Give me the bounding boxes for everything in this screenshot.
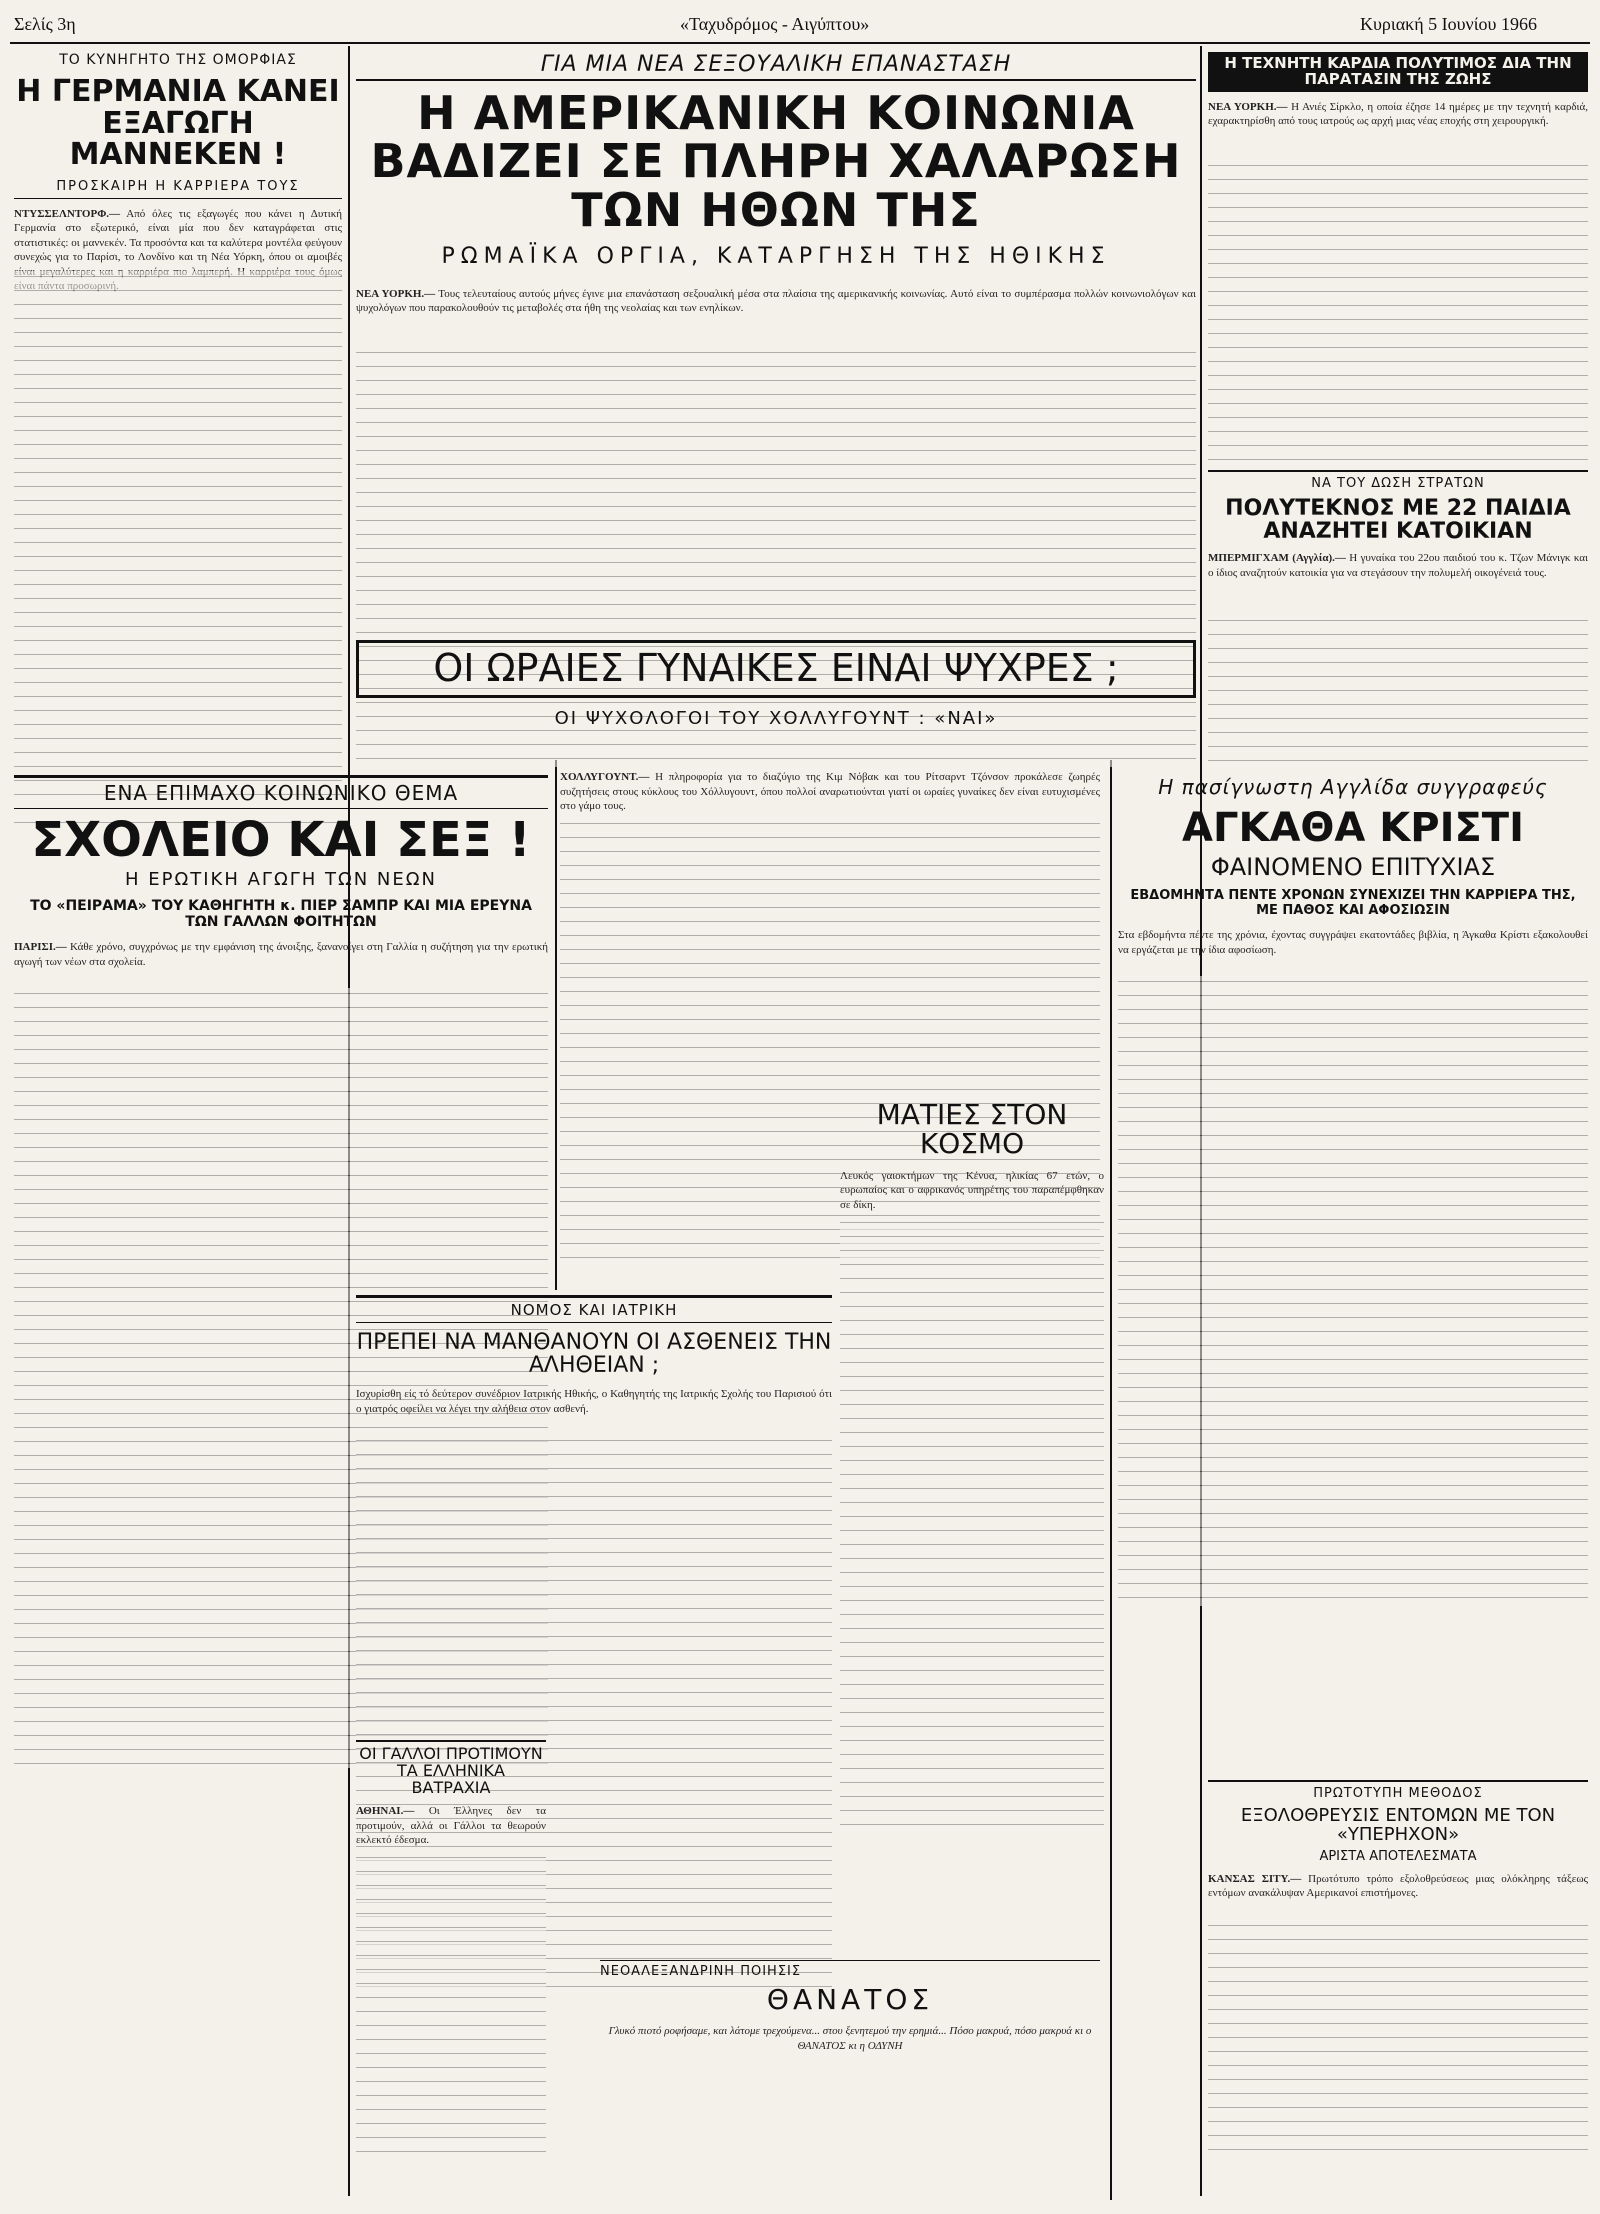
article-subtitle: ΡΩΜΑΪΚΑ ΟΡΓΙΑ, ΚΑΤΑΡΓΗΣΗ ΤΗΣ ΗΘΙΚΗΣ (441, 243, 1111, 269)
article-text-block (1208, 615, 1588, 765)
article-kicker: ΝΟΜΟΣ ΚΑΙ ΙΑΤΡΙΚΗ (356, 1295, 832, 1323)
article-greek-frogs (356, 1740, 546, 2152)
article-beautiful-women (356, 640, 1196, 729)
article-body: Λευκός γαιοκτήμων της Κένυα, ηλικίας 67 ετών, ο ευρωπαίος και ο αφρικανός υπηρέτης του παραπέμφθηκαν σε δίκη. (840, 1169, 1104, 1211)
dateline: ΝΕΑ ΥΟΡΚΗ.— (1208, 100, 1288, 113)
article-subtitle: Η ΕΡΩΤΙΚΗ ΑΓΩΓΗ ΤΩΝ ΝΕΩΝ (125, 869, 437, 891)
article-headline: ΘΑΝΑΤΟΣ (766, 1983, 934, 2016)
article-kicker: ΠΡΩΤΟΤΥΠΗ ΜΕΘΟΔΟΣ (1208, 1780, 1588, 1801)
article-kicker: ΝΕΟΑΛΕΞΑΝΔΡΙΝΗ ΠΟΙΗΣΙΣ (600, 1960, 1100, 1979)
article-text-block (1208, 160, 1588, 460)
article-body: Η Ανιές Σίρκλο, η οποία έζησε 14 ημέρες με την τεχνητή καρδιά, εχαρακτηρίσθη από τους ιατρούς ως αρχή μιας νέας εποχής στη χειρουργική. (1208, 100, 1589, 128)
article-body: Ισχυρίσθη είς τό δεύτερον συνέδριον Ιατρικής Ηθικής, ο Καθηγητής της Ιατρικής Σχολής του Παρισιού ότι ο γιατρός οφείλει να λέγει την αλήθεια στον ασθενή. (356, 1388, 832, 1415)
newspaper-name: «Ταχυδρόμος - Αιγύπτου» (680, 14, 870, 34)
dateline: ΝΤΥΣΣΕΛΝΤΟΡΦ.— (14, 207, 121, 220)
dateline: ΝΕΑ ΥΟΡΚΗ.— (356, 287, 436, 300)
article-kicker: ΓΙΑ ΜΙΑ ΝΕΑ ΣΕΞΟΥΑΛΙΚΗ ΕΠΑΝΑΣΤΑΣΗ (356, 52, 1196, 81)
article-kicker: ΤΟ ΚΥΝΗΓΗΤΟ ΤΗΣ ΟΜΟΡΦΙΑΣ (59, 52, 297, 68)
article-maties (840, 1100, 1104, 1837)
article-body: Κάθε χρόνο, συγχρόνως με την εμφάνιση της άνοιξης, ξανανοίγει στη Γαλλία η συζήτηση για την ερωτική αγωγή των νέων στα σχολεία. (14, 941, 548, 968)
dateline: ΑΘΗΝΑΙ.— (356, 1805, 415, 1818)
article-headline: ΑΓΚΑΘΑ ΚΡΙΣΤΙ (1182, 805, 1524, 851)
article-kicker: ΕΝΑ ΕΠΙΜΑΧΟ ΚΟΙΝΩΝΙΚΟ ΘΕΜΑ (14, 775, 548, 809)
issue-date: Κυριακή 5 Ιουνίου 1966 (1360, 14, 1537, 34)
article-germany-mannequins (14, 52, 342, 831)
article-headline: ΠΟΛΥΤΕΚΝΟΣ ΜΕ 22 ΠΑΙΔΙΑ ΑΝΑΖΗΤΕΙ ΚΑΤΟΙΚΙΑΝ (1225, 496, 1571, 545)
article-headline: ΕΞΟΛΟΘΡΕΥΣΙΣ ΕΝΤΟΜΩΝ ΜΕ ΤΟΝ «ΥΠΕΡΗΧΟΝ» (1240, 1805, 1556, 1845)
article-large-family (1208, 470, 1588, 765)
article-subtitle: ΦΑΙΝΟΜΕΝΟ ΕΠΙΤΥΧΙΑΣ (1210, 853, 1496, 881)
article-text-block (14, 271, 342, 831)
article-body: Τους τελευταίους αυτούς μήνες έγινε μια επανάσταση σεξουαλική μέσα στα πλαίσια της αμερικανικής κοινωνίας. Αυτό είναι το συμπέρασμα πολλών κοινωνιολόγων και ψυχολόγων που παρακολουθούν τις μεταβολές στα ήθη της νεολαίας και των ενηλίκων. (356, 287, 1196, 315)
article-subtitle: ΠΡΟΣΚΑΙΡΗ Η ΚΑΡΡΙΕΡΑ ΤΟΥΣ (14, 179, 342, 199)
article-agatha-christie (1118, 775, 1588, 1606)
dateline: ΚΑΝΣΑΣ ΣΙΤΥ.— (1208, 1872, 1302, 1885)
article-deck: ΤΟ «ΠΕΙΡΑΜΑ» ΤΟΥ ΚΑΘΗΓΗΤΗ κ. ΠΙΕΡ ΣΑΜΠΡ ΚΑΙ ΜΙΑ ΕΡΕΥΝΑ ΤΩΝ ΓΑΛΛΩΝ ΦΟΙΤΗΤΩΝ (30, 898, 532, 931)
article-text-block (840, 1217, 1104, 1837)
article-body: Η γυναίκα του 22ου παιδιού του κ. Τζων Μάνιγκ και ο ίδιος αναζητούν κατοικία για να στεγάσουν την πολυμελή οικογένειά τους. (1208, 552, 1589, 579)
article-artificial-heart (1208, 52, 1588, 460)
article-subtitle: ΑΡΙΣΤΑ ΑΠΟΤΕΛΕΣΜΑΤΑ (1319, 1848, 1477, 1864)
dateline: ΜΠΕΡΜΙΓΧΑΜ (Αγγλία).— (1208, 552, 1346, 565)
article-kicker: Η πασίγνωστη Αγγλίδα συγγραφεύς (1158, 775, 1548, 799)
dateline: ΠΑΡΙΣΙ.— (14, 941, 67, 954)
article-headline: Η ΑΜΕΡΙΚΑΝΙΚΗ ΚΟΙΝΩΝΙΑ ΒΑΔΙΖΕΙ ΣΕ ΠΛΗΡΗ ΧΑΛΑΡΩΣΗ ΤΩΝ ΗΘΩΝ ΤΗΣ (370, 86, 1182, 237)
masthead (0, 0, 1600, 42)
article-headline: Η ΤΕΧΝΗΤΗ ΚΑΡΔΙΑ ΠΟΛΥΤΙΜΟΣ ΔΙΑ ΤΗΝ ΠΑΡΑΤΑΣΙΝ ΤΗΣ ΖΩΗΣ (1208, 52, 1588, 92)
article-headline: ΟΙ ΓΑΛΛΟΙ ΠΡΟΤΙΜΟΥΝ ΤΑ ΕΛΛΗΝΙΚΑ ΒΑΤΡΑΧΙΑ (356, 1740, 546, 1796)
article-body: Πρωτότυπο τρόπο εξολοθρεύσεως μιας ολόκληρης τάξεως εντόμων ανακάλυψαν Αμερικανοί επιστήμονες. (1208, 1872, 1589, 1900)
article-body: Από όλες τις εξαγωγές που κάνει η Δυτική Γερμανία στο εξωτερικό, είναι μία που δεν καταγράφεται στις στατιστικές: οι μαννεκέν. Τα προσόντα και τα καλύτερα μοντέλα φεύγουν συνεχώς για το Παρίσι, το Λονδίνο και τη Νέα Υόρκη, όπου οι αμοιβές (14, 207, 342, 264)
article-kicker: ΝΑ ΤΟΥ ΔΩΣΗ ΣΤΡΑΤΩΝ (1208, 470, 1588, 491)
article-text-block (1118, 976, 1588, 1606)
article-body: Οι Έλληνες δεν τα προτιμούν, αλλά οι Γάλλοι τα θεωρούν εκλεκτό έδεσμα. (356, 1805, 546, 1847)
column-divider (1110, 760, 1112, 2200)
article-subtitle: ΟΙ ΨΥΧΟΛΟΓΟΙ ΤΟΥ ΧΟΛΛΥΓΟΥΝΤ : «ΝΑΙ» (554, 707, 998, 729)
article-poem-death (600, 1960, 1100, 2114)
article-text-block (1208, 1920, 1588, 2160)
article-headline: Η ΓΕΡΜΑΝΙΑ ΚΑΝΕΙ ΕΞΑΓΩΓΗ ΜΑΝΝΕΚΕΝ ! (16, 74, 340, 172)
dateline: ΧΟΛΛΥΓΟΥΝΤ.— (560, 771, 650, 783)
column-divider (555, 760, 557, 1290)
article-body: Η πληροφορία για το διαζύγιο της Κιμ Νόβακ και του Ρίτσαρντ Τζόνσον προκάλεσε ζωηρές συζητήσεις στους κύκλους του Χόλλυγουντ, όπου πολλοί αναρωτιούνται γιατί οι ωραίες γυναίκες δεν είναι ευτυχισμένες στο γάμο τους. (560, 771, 1100, 813)
article-body: Γλυκό πιοτό ροφήσαμε, και λάτομε τρεχούμενα... στου ξενητεμού την ερημιά... Πόσο μακρυά, πόσο μακρυά κι ο ΘΑΝΑΤΟΣ κι η ΟΔΥΝΗ (608, 2025, 1092, 2052)
article-headline: ΟΙ ΩΡΑΙΕΣ ΓΥΝΑΙΚΕΣ ΕΙΝΑΙ ΨΥΧΡΕΣ ; (356, 640, 1196, 698)
article-deck: ΕΒΔΟΜΗΝΤΑ ΠΕΝΤΕ ΧΡΟΝΩΝ ΣΥΝΕΧΙΖΕΙ ΤΗΝ ΚΑΡΡΙΕΡΑ ΤΗΣ, ΜΕ ΠΑΘΟΣ ΚΑΙ ΑΦΟΣΙΩΣΙΝ (1130, 888, 1576, 919)
article-headline: ΠΡΕΠΕΙ ΝΑ ΜΑΝΘΑΝΟΥΝ ΟΙ ΑΣΘΕΝΕΙΣ ΤΗΝ ΑΛΗΘΕΙΑΝ ; (356, 1330, 832, 1379)
page-number: Σελίς 3η (14, 14, 76, 34)
masthead-rule (10, 42, 1590, 44)
article-insects (1208, 1780, 1588, 2160)
article-text-block (356, 1852, 546, 2152)
article-headline: ΜΑΤΙΕΣ ΣΤΟΝ ΚΟΣΜΟ (876, 1098, 1068, 1161)
article-headline: ΣΧΟΛΕΙΟ ΚΑΙ ΣΕΞ ! (31, 812, 531, 868)
article-body: Στα εβδομήντα πέντε της χρόνια, έχοντας συγγράψει εκατοντάδες βιβλία, η Άγκαθα Κρίστι εξακολουθεί να εργάζεται με την ίδια αφοσίωση. (1118, 929, 1588, 956)
